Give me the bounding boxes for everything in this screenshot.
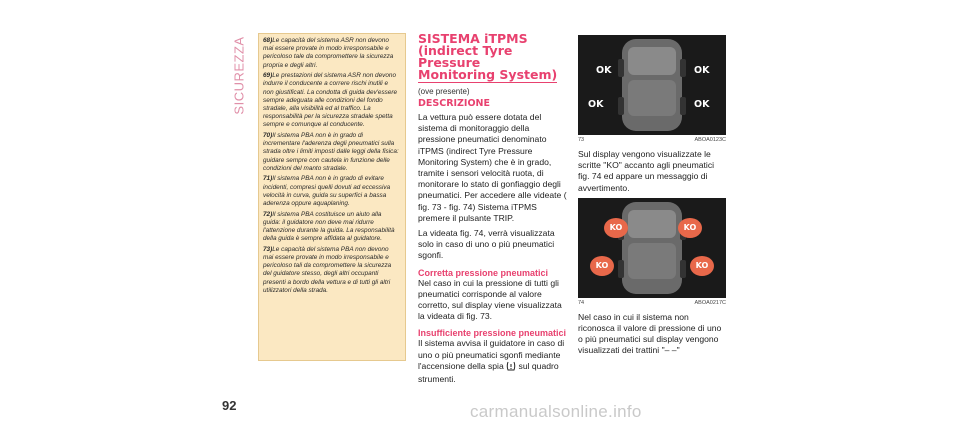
fig74-text: La videata fig. 74, verrà visualizzata solo in caso di uno o più pneumatici sgonfi. [418,228,555,261]
note-73 [263,246,400,295]
section-title [418,33,557,83]
status-rear-left: OK [588,99,604,110]
car-topview-illustration [578,35,726,135]
note-text: Le capacità del sistema ASR non devono mai essere provate in modo irresponsabile e pericoloso tale da compromettere la sicurezza propria e degli altri. [263,37,394,69]
chapter-label: SICUREZZA [231,35,247,115]
note-number: 70) [263,132,273,140]
status-rear-left: KO [590,256,614,276]
figure-number: 73 [578,137,585,143]
figure-code: ABOA0123C [694,137,726,143]
insufficient-text-b: sul quadro strumenti. [418,360,559,385]
insufficient-pressure-text [418,338,568,385]
correct-pressure-heading: Corretta pressione pneumatici [418,267,549,278]
insufficient-text-a: Il sistema avvisa il guidatore in caso di uno o più pneumatici sgonfi mediante l'accensione della spia [418,338,565,371]
note-number: 69) [263,72,273,80]
tyre-pressure-warning-icon [506,361,516,374]
figure-code: ABOA0217C [694,299,726,306]
note-text: Il sistema PBA non è in grado di incrementare l'aderenza degli pneumatici sulla strada oltre i limiti imposti dalle leggi della fisica: guidare sempre con cautela in funzione delle condizioni del manto stradale. [263,132,399,172]
itpms-section [418,33,568,389]
chapter-side-tab [232,30,246,120]
status-front-right: OK [694,65,710,76]
optional-note: (ove presente) [418,87,470,96]
note-68 [263,37,400,70]
note-text: Le capacità del sistema PBA non devono mai essere provate in modo irresponsabile e pericoloso tali da compromettere la sicurezza del guidatore stesso, degli altri occupanti presenti a bordo della vettura e di tutti gli altri utilizzatori della strada. [263,245,392,294]
note-text: Il sistema PBA non è in grado di evitare incidenti, compresi quelli dovuti ad eccessiva velocità in curva, guida su superfici a bassa aderenza oppure aquaplaning. [263,175,391,208]
note-number: 72) [263,210,273,218]
page-number: 92 [222,398,237,413]
figure-73-image [578,35,726,135]
figure-74-caption [578,300,726,306]
status-front-left: KO [604,218,628,238]
insufficient-pressure-heading: Insufficiente pressione pneumatici [418,328,567,339]
note-text: Le prestazioni del sistema ASR non devono indurre il conducente a correre rischi inutili e non giustificati. La condotta di guida dev'essere sempre adeguata alle condizioni del fondo stradale, alla visibilità ed al traffico. La responsabilità per la sicurezza stradale spetta sempre e comunque al conducente. [263,72,398,129]
note-72 [263,211,400,244]
dashes-explanation-text: Nel caso in cui il sistema non riconosca il valore di pressione di uno o più pneumatici sul display vengono visualizzati dei trattini "– –" [578,311,722,356]
title-line: Monitoring System) [418,67,558,82]
note-number: 73) [263,245,273,253]
status-rear-right: KO [690,256,714,276]
status-front-left: OK [596,65,612,76]
figure-74-image [578,198,726,298]
note-number: 71) [263,175,273,183]
right-column [578,35,726,361]
ko-explanation-text: Sul display vengono visualizzate le scritte "KO" accanto agli pneumatici fig. 74 ed appare un messaggio di avvertimento. [578,149,715,193]
note-text: Il sistema PBA costituisce un aiuto alla guida: il guidatore non deve mai ridurre l'attenzione durante la guida. La responsabilità della guida è sempre affidata al guidatore. [263,210,395,243]
status-rear-right: OK [694,99,710,110]
figure-number: 74 [578,299,585,306]
figure-73-caption [578,137,726,143]
note-70 [263,132,400,173]
warning-notes-box [258,33,406,361]
title-line: (indirect Tyre [418,43,513,58]
watermark: carmanualsonline.info [470,402,642,421]
note-69 [263,72,400,129]
correct-pressure-text: Nel caso in cui la pressione di tutti gli pneumatici corrisponde al valore corretto, sul display viene visualizzata la videata di fig. 73. [418,277,562,322]
note-number: 68) [263,37,273,44]
access-paragraph: Per accedere alle videate ( fig. 73 - fig. 74) Sistema iTPMS premere il pulsante TRIP. [418,190,567,223]
description-paragraph: La vettura può essere dotata del sistema di monitoraggio della pressione pneumatici denominato iTPMS (indirect Tyre Pressure Monitoring System) che è in grado, tramite i sensori velocità ruota, di monitorare lo stato di gonfiaggio degli pneumatici. [418,112,561,201]
note-71 [263,175,400,208]
title-line: SISTEMA iTPMS [418,31,528,46]
description-heading: DESCRIZIONE [418,98,490,109]
title-line: Pressure [418,55,481,70]
description-text [418,112,568,224]
car-topview-illustration [578,198,726,298]
status-front-right: KO [678,218,702,238]
